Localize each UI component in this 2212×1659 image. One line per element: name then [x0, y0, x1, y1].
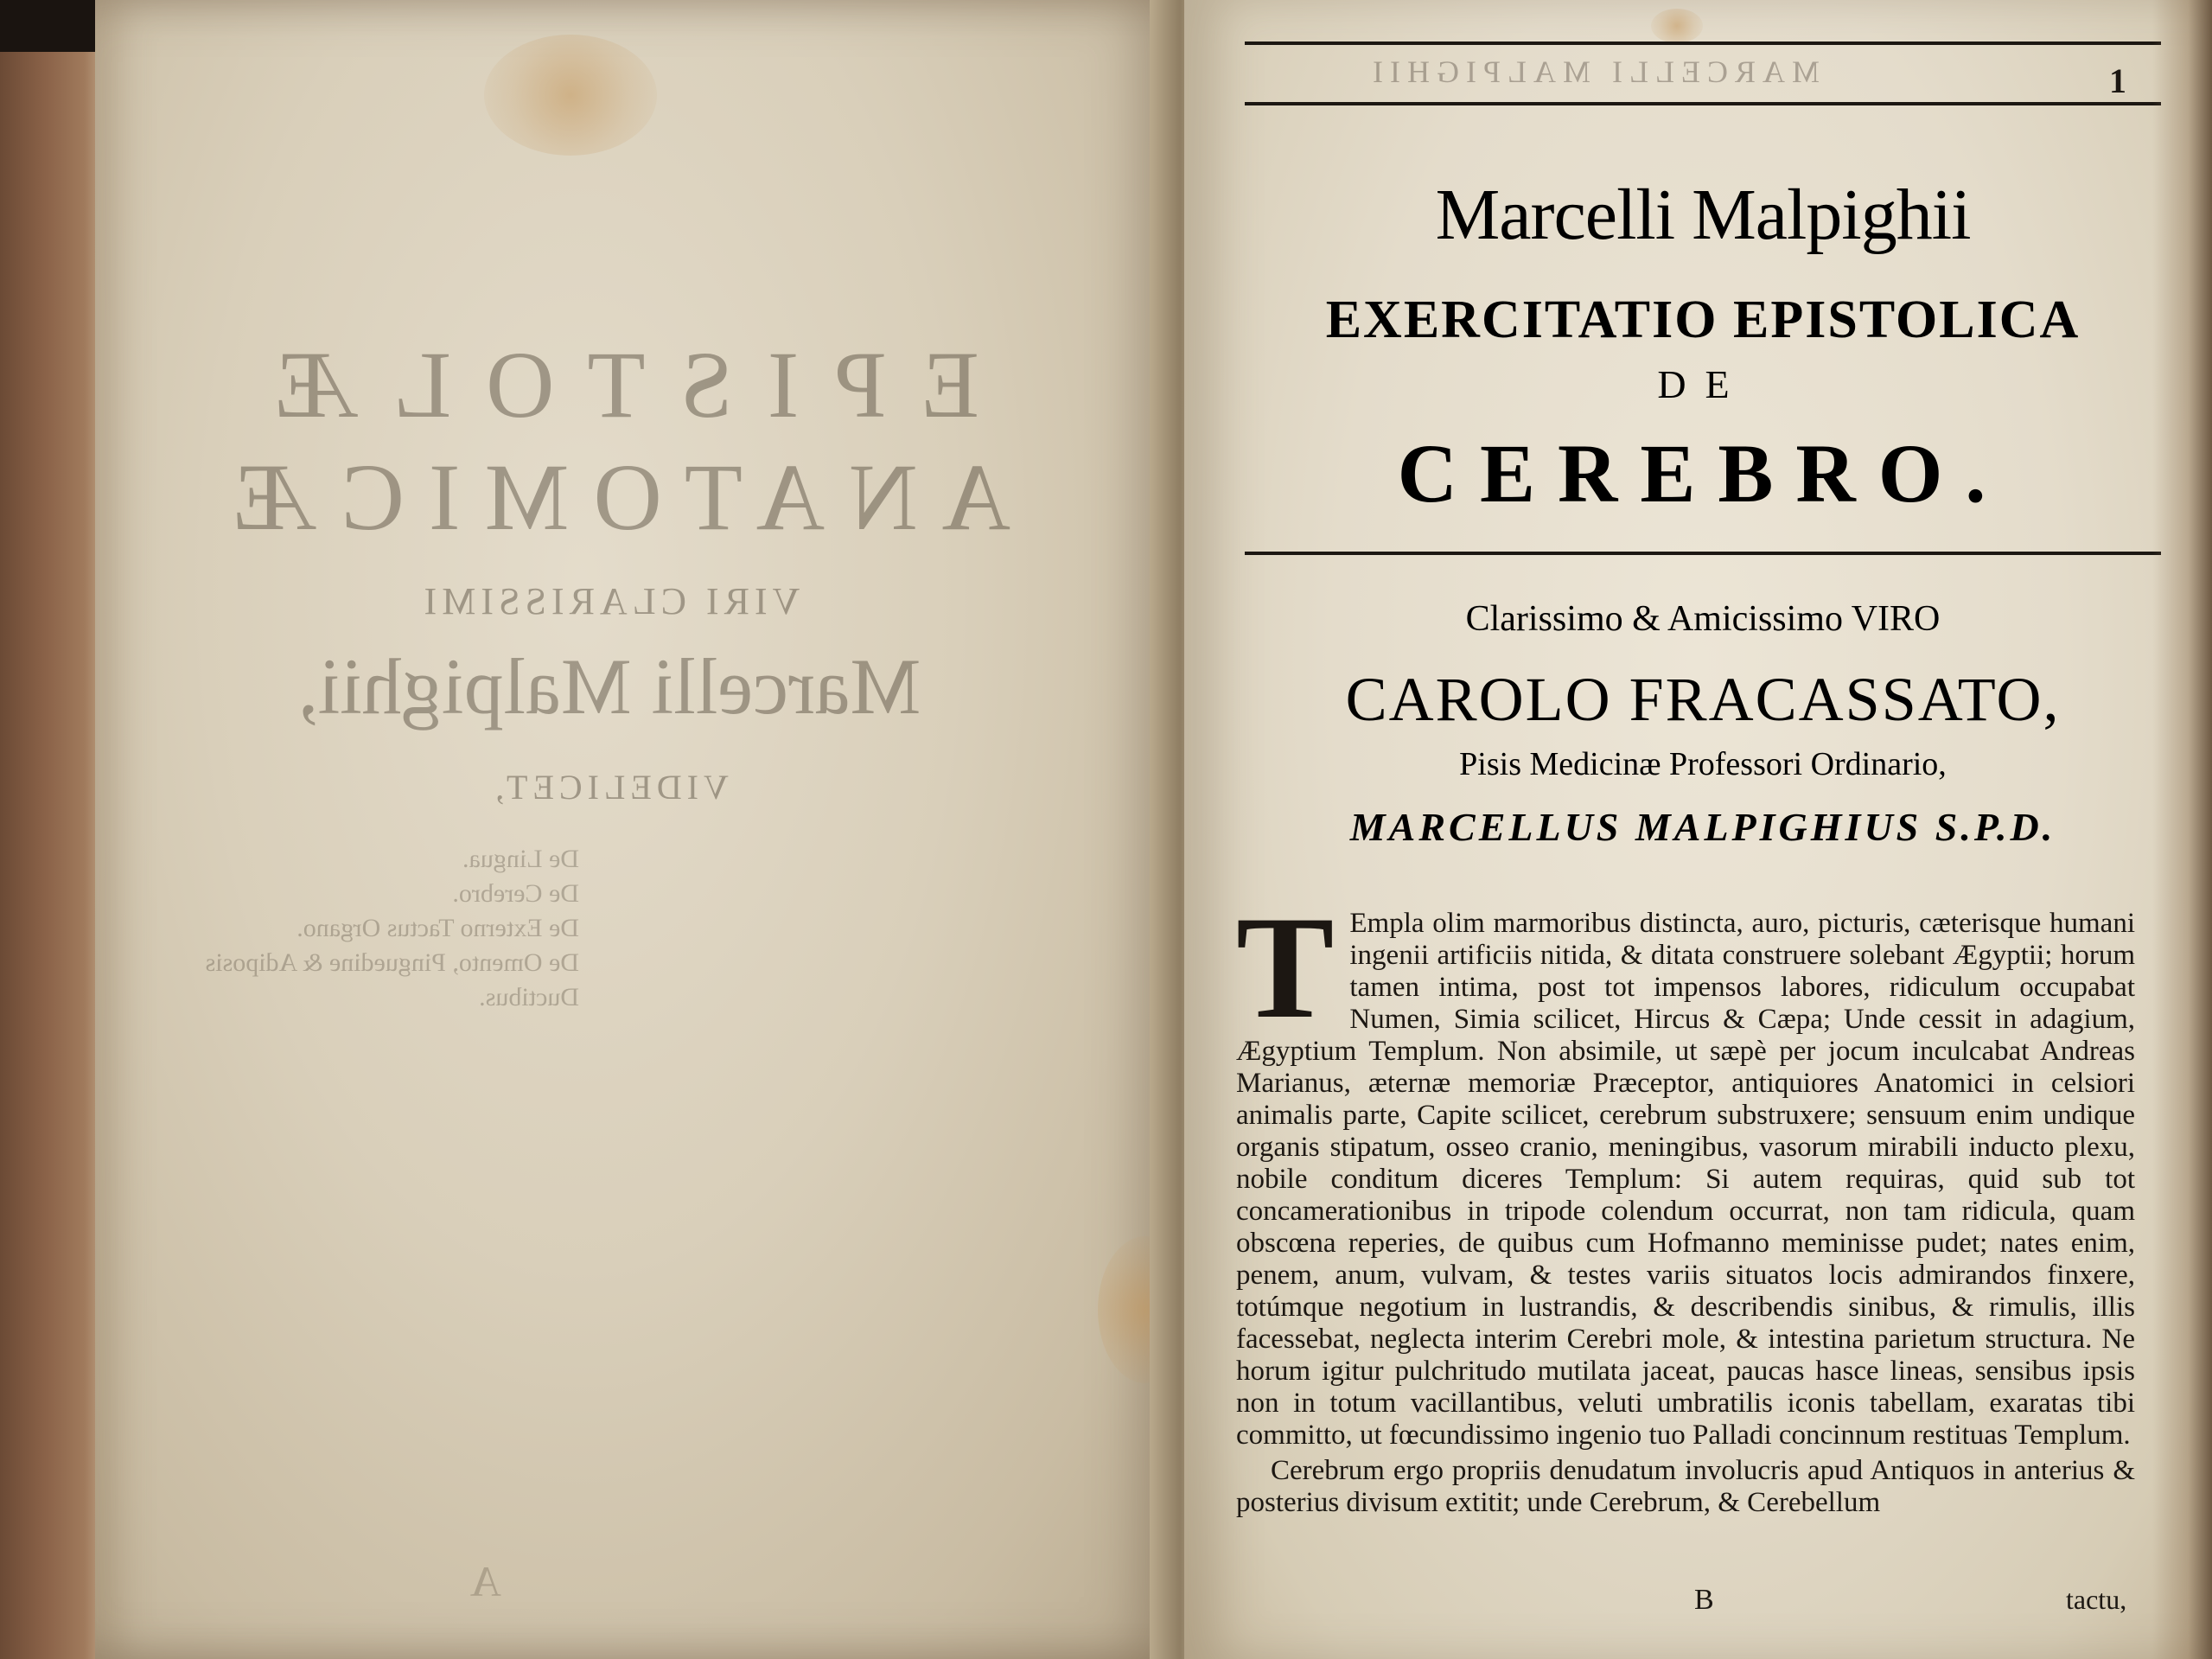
mirrored-author-name: Marcelli Malpighii, — [297, 642, 921, 731]
title-cerebro: CEREBRO. — [1397, 427, 2009, 520]
list-item: De Lingua. — [462, 845, 579, 873]
mirrored-videlicet: VIDELICET, — [490, 768, 729, 807]
list-item: De Externo Tactus Organo. — [296, 914, 579, 942]
list-item: De Omento, Pinguedine & Adiposis Ductibus. — [205, 948, 579, 1011]
mirrored-contents-list — [156, 842, 579, 1015]
signature-mark: B — [1694, 1584, 1714, 1616]
background-corner — [0, 0, 95, 52]
paragraph — [1236, 886, 2135, 1452]
mirrored-signature: A — [469, 1557, 501, 1605]
mirrored-title: EPISTOLÆ — [239, 332, 979, 437]
dedication-salutation: Clarissimo & Amicissimo VIRO — [1465, 599, 1941, 639]
title-de: DE — [1657, 362, 1749, 406]
title-exercitatio: EXERCITATIO EPISTOLICA — [1325, 290, 2081, 349]
dedication-title: Pisis Medicinæ Professori Ordinario, — [1459, 746, 1947, 782]
body-text — [1236, 886, 2135, 1519]
mirrored-subtitle: ANATOMICÆ — [207, 444, 1011, 550]
title-author: Marcelli Malpighii — [1435, 175, 1971, 255]
catchword: tactu, — [2066, 1584, 2127, 1615]
drop-cap: T — [1236, 886, 1335, 1049]
paragraph: Cerebrum ergo propriis denudatum involucris apud Antiquos in anterius & posterius divisum extitit; unde Cerebrum, & Cerebellum — [1236, 1455, 2135, 1518]
mirrored-viri: VIRI CLARISSIMI — [418, 580, 800, 622]
running-head-showthrough: MARCELLI MALPIGHII — [1366, 54, 1820, 89]
list-item: De Cerebro. — [452, 879, 579, 908]
stain-mark — [484, 35, 657, 156]
title-rule — [1245, 552, 2161, 555]
page-number: 1 — [2109, 61, 2126, 100]
left-page-showthrough — [156, 329, 1063, 1605]
right-page-edge — [2152, 0, 2212, 1659]
stain-mark — [1651, 9, 1703, 43]
dedication-name: CAROLO FRACASSATO, — [1345, 665, 2061, 734]
header-rule-bottom — [1245, 102, 2161, 105]
paragraph-text: Empla olim marmoribus distincta, auro, picturis, cæterisque humani ingenii artificiis nitida, & ditata construere solebant Ægyptii; horum tamen intima, post tot impensos labores, ridiculum occupabat Numen, Simia scilicet, Hircus & Cæpa; Unde cessit in adagium, Ægyptium Templum. Non absimile, ut sæpè per jocum inculcabat Andreas Marianus, æternæ memoriæ Præceptor, antiquiores Anatomici in celsiori animalis parte, Capite scilicet, cerebrum substruxere; sensuum enim undique organis stipatum, osseo cranio, meningibus, vasorum mirabili inducto plexu, nobile conditum diceres Templum: Si autem requiras, quid sub tot concamerationibus in tripode colendum occurrat, non tam ridicula, quam obscœna reperies, de quibus cum Hofmanno meminisse pudet; nates enim, penem, anum, vulvam, & testes variis situatos locis admirandos finxere, totúmque negotium in lustrandis, & describendis sinibus, & rimulis, illis facessebat, neglecta interim Cerebri mole, & intestina parietum structura. Ne horum igitur pulchritudo mutilata jaceat, paucas hasce lineas, sensibus ipsis non in totum vacillantibus, veluti umbratilis iconis tabellam, exaratas tibi committo, ut fœcundissimo ingenio tuo Palladi concinnum restituas Templum. — [1236, 908, 2135, 1451]
dedication-sender: MARCELLUS MALPIGHIUS S.P.D. — [1349, 805, 2056, 849]
header-rule-top — [1245, 41, 2161, 45]
